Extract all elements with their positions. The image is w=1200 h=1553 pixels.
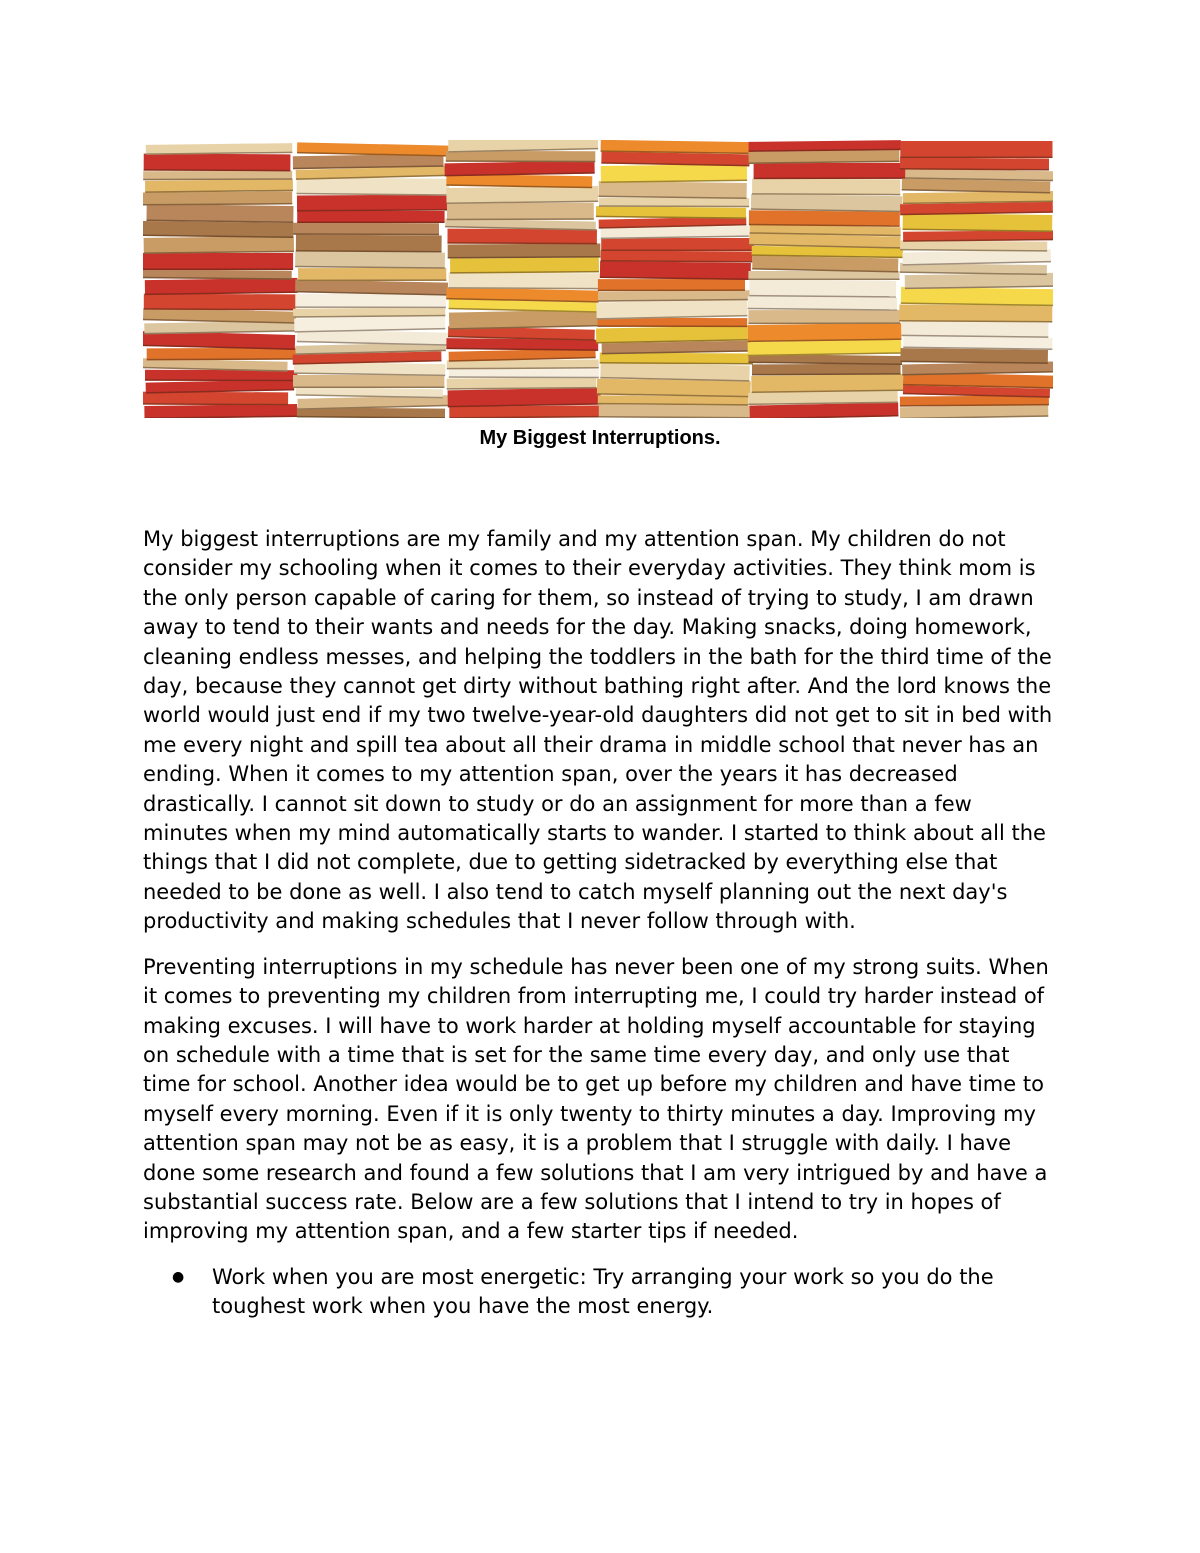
book-stacks-photo bbox=[143, 140, 1053, 418]
list-item-text: Work when you are most energetic: Try arranging your work so you do the toughest work when you have the most energy. bbox=[212, 1264, 994, 1319]
book-edge bbox=[293, 386, 444, 388]
book-edge bbox=[297, 221, 444, 223]
book-spine bbox=[295, 294, 446, 308]
book-edge bbox=[900, 156, 1052, 158]
book-spine bbox=[900, 141, 1052, 158]
book-edge bbox=[598, 289, 745, 291]
paragraph: Preventing interruptions in my schedule has never been one of my strong suits. When it comes to preventing my children from interrupting me, I could try harder instead of making excuses. I will have to work harder at holding myself accountable for staying on schedule with a time that is set for the same time every day, and only use that time for school. Another idea would be to get up before my children and have time to myself every morning. Even if it is only twenty to thirty minutes a day. Improving my attention span may not be as easy, it is a problem that I struggle with daily. I have done some research and found a few solutions that I am very intrigued by and have a substantial success rate. Below are a few solutions that I intend to try in hopes of improving my attention span, and a few starter tips if needed. bbox=[143, 954, 1049, 1244]
book-edge bbox=[298, 279, 446, 281]
book-edge bbox=[748, 278, 899, 280]
book-edge bbox=[748, 322, 900, 324]
book-spine bbox=[293, 375, 444, 388]
book-edge bbox=[754, 177, 907, 179]
book-spine bbox=[447, 229, 596, 245]
book-spine bbox=[143, 253, 293, 270]
book-spine bbox=[752, 179, 900, 196]
paragraph: My biggest interruptions are my family and my attention span. My children do not consider my schooling when it comes to their everyday activities. They think mom is the only person capable of caring for them, so instead of trying to study, I am drawn away to tend to their wants and needs for the day. Making snacks, doing homework, cleaning endless messes, and helping the toddlers in the bath for the third time of the day, because they cannot get dirty without bathing right after. And the lord knows the world would just end if my two twelve-year-old daughters did not get to sit in bed with me every night and spill tea about all their drama in middle school that never has an ending. When it comes to my attention span, over the years it has decreased drastically. I cannot sit down to study or do an assignment for more than a few minutes when my mind automatically starts to wander. I started to think about all the things that I did not complete, due to getting sidetracked by everything else that needed to be done as well. I also tend to catch myself planning out the next day's productivity and making schedules that I never follow through with. bbox=[143, 527, 1053, 934]
book-stacks-image bbox=[143, 140, 1053, 418]
book-spine bbox=[296, 234, 442, 252]
book-spine bbox=[601, 238, 754, 251]
book-spine bbox=[293, 223, 439, 235]
book-edge bbox=[143, 268, 293, 270]
book-spine bbox=[144, 294, 296, 311]
book-spine bbox=[447, 203, 594, 220]
book-spine bbox=[297, 177, 450, 195]
document-body bbox=[143, 525, 1063, 1322]
bullet-list bbox=[143, 1263, 1063, 1322]
book-edge bbox=[601, 249, 754, 251]
book-spine bbox=[748, 310, 900, 324]
book-spine bbox=[754, 163, 907, 179]
book-spine bbox=[144, 154, 291, 172]
list-item bbox=[172, 1263, 1063, 1322]
book-spine bbox=[297, 211, 444, 223]
book-spine bbox=[598, 279, 745, 291]
book-spine bbox=[599, 405, 753, 418]
book-spine bbox=[449, 273, 601, 290]
book-spine bbox=[297, 194, 450, 211]
bullet-icon: ● bbox=[172, 1268, 185, 1285]
book-edge bbox=[597, 325, 747, 327]
book-edge bbox=[295, 306, 446, 308]
book-spine bbox=[749, 279, 896, 297]
document-title: My Biggest Interruptions. bbox=[479, 427, 721, 449]
book-spine bbox=[298, 268, 446, 281]
book-spine bbox=[899, 304, 1052, 322]
